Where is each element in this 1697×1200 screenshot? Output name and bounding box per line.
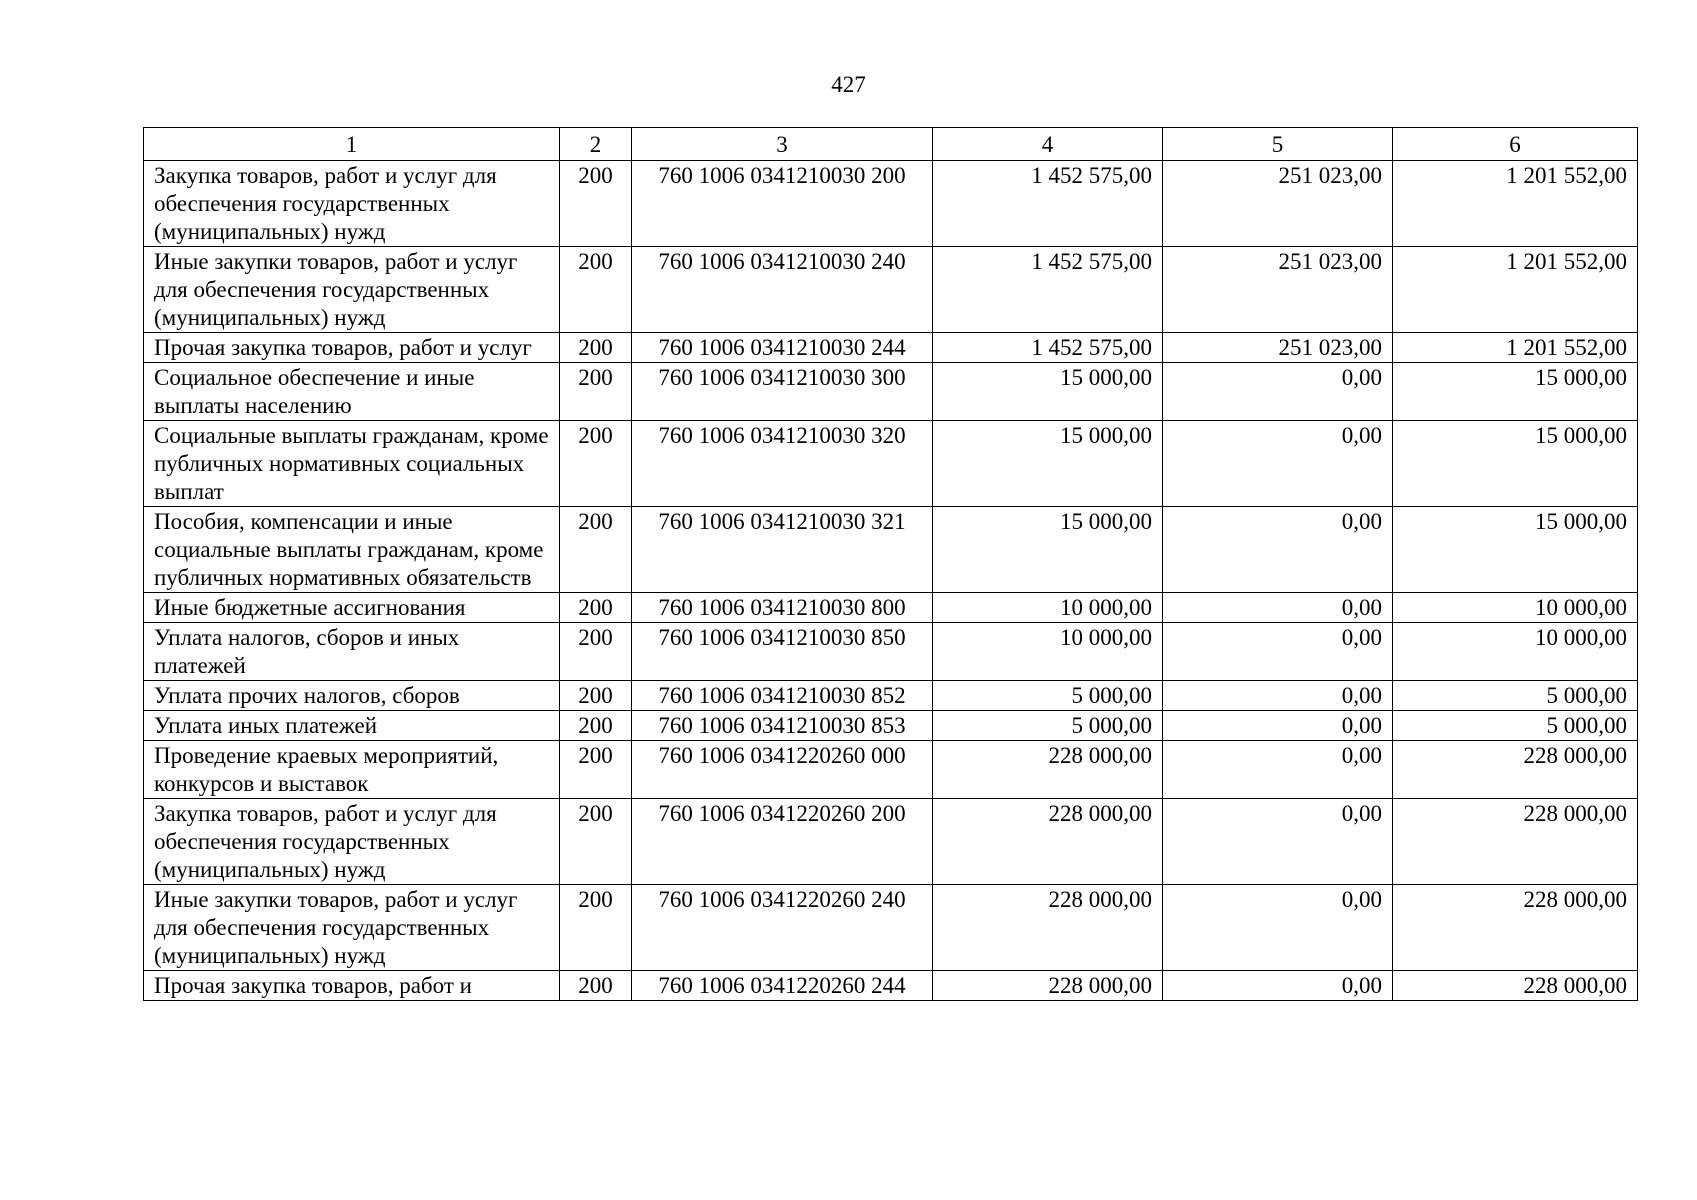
table-row xyxy=(144,333,1638,363)
row-col5-cell: 0,00 xyxy=(1163,711,1393,741)
row-col2-cell: 200 xyxy=(560,161,632,247)
row-code-cell: 760 1006 0341210030 800 xyxy=(632,593,933,623)
row-col4-cell: 5 000,00 xyxy=(933,681,1163,711)
table-row xyxy=(144,247,1638,333)
row-col5-cell: 251 023,00 xyxy=(1163,333,1393,363)
column-header: 2 xyxy=(560,128,632,161)
page-number: 427 xyxy=(831,72,866,97)
column-header: 1 xyxy=(144,128,560,161)
row-col2-cell: 200 xyxy=(560,971,632,1001)
row-col2-cell: 200 xyxy=(560,741,632,799)
table-row xyxy=(144,711,1638,741)
row-name-cell: Социальное обеспечение и иные выплаты населению xyxy=(144,363,560,421)
row-col6-cell: 10 000,00 xyxy=(1393,593,1638,623)
row-col4-cell: 228 000,00 xyxy=(933,885,1163,971)
row-code-cell: 760 1006 0341210030 244 xyxy=(632,333,933,363)
row-col6-cell: 228 000,00 xyxy=(1393,741,1638,799)
row-col5-cell: 0,00 xyxy=(1163,799,1393,885)
table-row xyxy=(144,507,1638,593)
row-code-cell: 760 1006 0341210030 200 xyxy=(632,161,933,247)
column-header: 5 xyxy=(1163,128,1393,161)
row-col6-cell: 1 201 552,00 xyxy=(1393,333,1638,363)
table-row xyxy=(144,885,1638,971)
row-col4-cell: 5 000,00 xyxy=(933,711,1163,741)
row-code-cell: 760 1006 0341220260 000 xyxy=(632,741,933,799)
row-col2-cell: 200 xyxy=(560,593,632,623)
header-row xyxy=(144,128,1638,161)
row-col4-cell: 15 000,00 xyxy=(933,421,1163,507)
row-code-cell: 760 1006 0341210030 852 xyxy=(632,681,933,711)
table-row xyxy=(144,593,1638,623)
row-col5-cell: 251 023,00 xyxy=(1163,247,1393,333)
row-name-cell: Проведение краевых мероприятий, конкурсов и выставок xyxy=(144,741,560,799)
row-col2-cell: 200 xyxy=(560,363,632,421)
row-name-cell: Иные бюджетные ассигнования xyxy=(144,593,560,623)
row-col4-cell: 228 000,00 xyxy=(933,741,1163,799)
row-code-cell: 760 1006 0341210030 321 xyxy=(632,507,933,593)
row-col2-cell: 200 xyxy=(560,681,632,711)
column-header: 6 xyxy=(1393,128,1638,161)
row-col5-cell: 251 023,00 xyxy=(1163,161,1393,247)
table-body xyxy=(144,161,1638,1001)
row-col5-cell: 0,00 xyxy=(1163,363,1393,421)
row-code-cell: 760 1006 0341210030 850 xyxy=(632,623,933,681)
row-col6-cell: 228 000,00 xyxy=(1393,799,1638,885)
row-col4-cell: 1 452 575,00 xyxy=(933,333,1163,363)
row-col2-cell: 200 xyxy=(560,799,632,885)
row-col4-cell: 15 000,00 xyxy=(933,363,1163,421)
row-name-cell: Иные закупки товаров, работ и услуг для обеспечения государственных (муниципальных) нужд xyxy=(144,885,560,971)
row-col6-cell: 1 201 552,00 xyxy=(1393,161,1638,247)
row-col5-cell: 0,00 xyxy=(1163,971,1393,1001)
row-col5-cell: 0,00 xyxy=(1163,421,1393,507)
row-col2-cell: 200 xyxy=(560,421,632,507)
row-col2-cell: 200 xyxy=(560,507,632,593)
table-row xyxy=(144,363,1638,421)
row-col4-cell: 228 000,00 xyxy=(933,971,1163,1001)
row-code-cell: 760 1006 0341220260 240 xyxy=(632,885,933,971)
budget-table xyxy=(143,127,1638,1001)
row-name-cell: Уплата прочих налогов, сборов xyxy=(144,681,560,711)
row-col5-cell: 0,00 xyxy=(1163,623,1393,681)
row-col4-cell: 15 000,00 xyxy=(933,507,1163,593)
row-col6-cell: 10 000,00 xyxy=(1393,623,1638,681)
row-col2-cell: 200 xyxy=(560,711,632,741)
row-col5-cell: 0,00 xyxy=(1163,681,1393,711)
row-name-cell: Уплата налогов, сборов и иных платежей xyxy=(144,623,560,681)
row-col5-cell: 0,00 xyxy=(1163,507,1393,593)
row-name-cell: Пособия, компенсации и иные социальные выплаты гражданам, кроме публичных нормативных обязательств xyxy=(144,507,560,593)
row-name-cell: Закупка товаров, работ и услуг для обеспечения государственных (муниципальных) нужд xyxy=(144,799,560,885)
row-code-cell: 760 1006 0341210030 300 xyxy=(632,363,933,421)
row-name-cell: Иные закупки товаров, работ и услуг для обеспечения государственных (муниципальных) нужд xyxy=(144,247,560,333)
row-code-cell: 760 1006 0341220260 200 xyxy=(632,799,933,885)
row-name-cell: Прочая закупка товаров, работ и xyxy=(144,971,560,1001)
table-row xyxy=(144,681,1638,711)
row-col2-cell: 200 xyxy=(560,333,632,363)
table-row xyxy=(144,971,1638,1001)
row-col2-cell: 200 xyxy=(560,247,632,333)
table-row xyxy=(144,799,1638,885)
row-col6-cell: 15 000,00 xyxy=(1393,421,1638,507)
row-col6-cell: 15 000,00 xyxy=(1393,363,1638,421)
row-col6-cell: 5 000,00 xyxy=(1393,711,1638,741)
column-header: 3 xyxy=(632,128,933,161)
row-name-cell: Закупка товаров, работ и услуг для обеспечения государственных (муниципальных) нужд xyxy=(144,161,560,247)
row-code-cell: 760 1006 0341210030 320 xyxy=(632,421,933,507)
row-code-cell: 760 1006 0341210030 853 xyxy=(632,711,933,741)
row-col4-cell: 10 000,00 xyxy=(933,593,1163,623)
column-header: 4 xyxy=(933,128,1163,161)
row-col6-cell: 228 000,00 xyxy=(1393,885,1638,971)
row-col6-cell: 1 201 552,00 xyxy=(1393,247,1638,333)
row-col4-cell: 10 000,00 xyxy=(933,623,1163,681)
table-row xyxy=(144,741,1638,799)
table-row xyxy=(144,623,1638,681)
row-col5-cell: 0,00 xyxy=(1163,885,1393,971)
row-col4-cell: 1 452 575,00 xyxy=(933,161,1163,247)
row-col5-cell: 0,00 xyxy=(1163,741,1393,799)
table-row xyxy=(144,421,1638,507)
table-header xyxy=(144,128,1638,161)
row-name-cell: Уплата иных платежей xyxy=(144,711,560,741)
row-col6-cell: 15 000,00 xyxy=(1393,507,1638,593)
table-row xyxy=(144,161,1638,247)
row-col6-cell: 5 000,00 xyxy=(1393,681,1638,711)
row-col2-cell: 200 xyxy=(560,885,632,971)
row-col5-cell: 0,00 xyxy=(1163,593,1393,623)
row-col6-cell: 228 000,00 xyxy=(1393,971,1638,1001)
row-name-cell: Прочая закупка товаров, работ и услуг xyxy=(144,333,560,363)
row-code-cell: 760 1006 0341220260 244 xyxy=(632,971,933,1001)
row-col2-cell: 200 xyxy=(560,623,632,681)
row-code-cell: 760 1006 0341210030 240 xyxy=(632,247,933,333)
row-col4-cell: 228 000,00 xyxy=(933,799,1163,885)
row-name-cell: Социальные выплаты гражданам, кроме публичных нормативных социальных выплат xyxy=(144,421,560,507)
row-col4-cell: 1 452 575,00 xyxy=(933,247,1163,333)
